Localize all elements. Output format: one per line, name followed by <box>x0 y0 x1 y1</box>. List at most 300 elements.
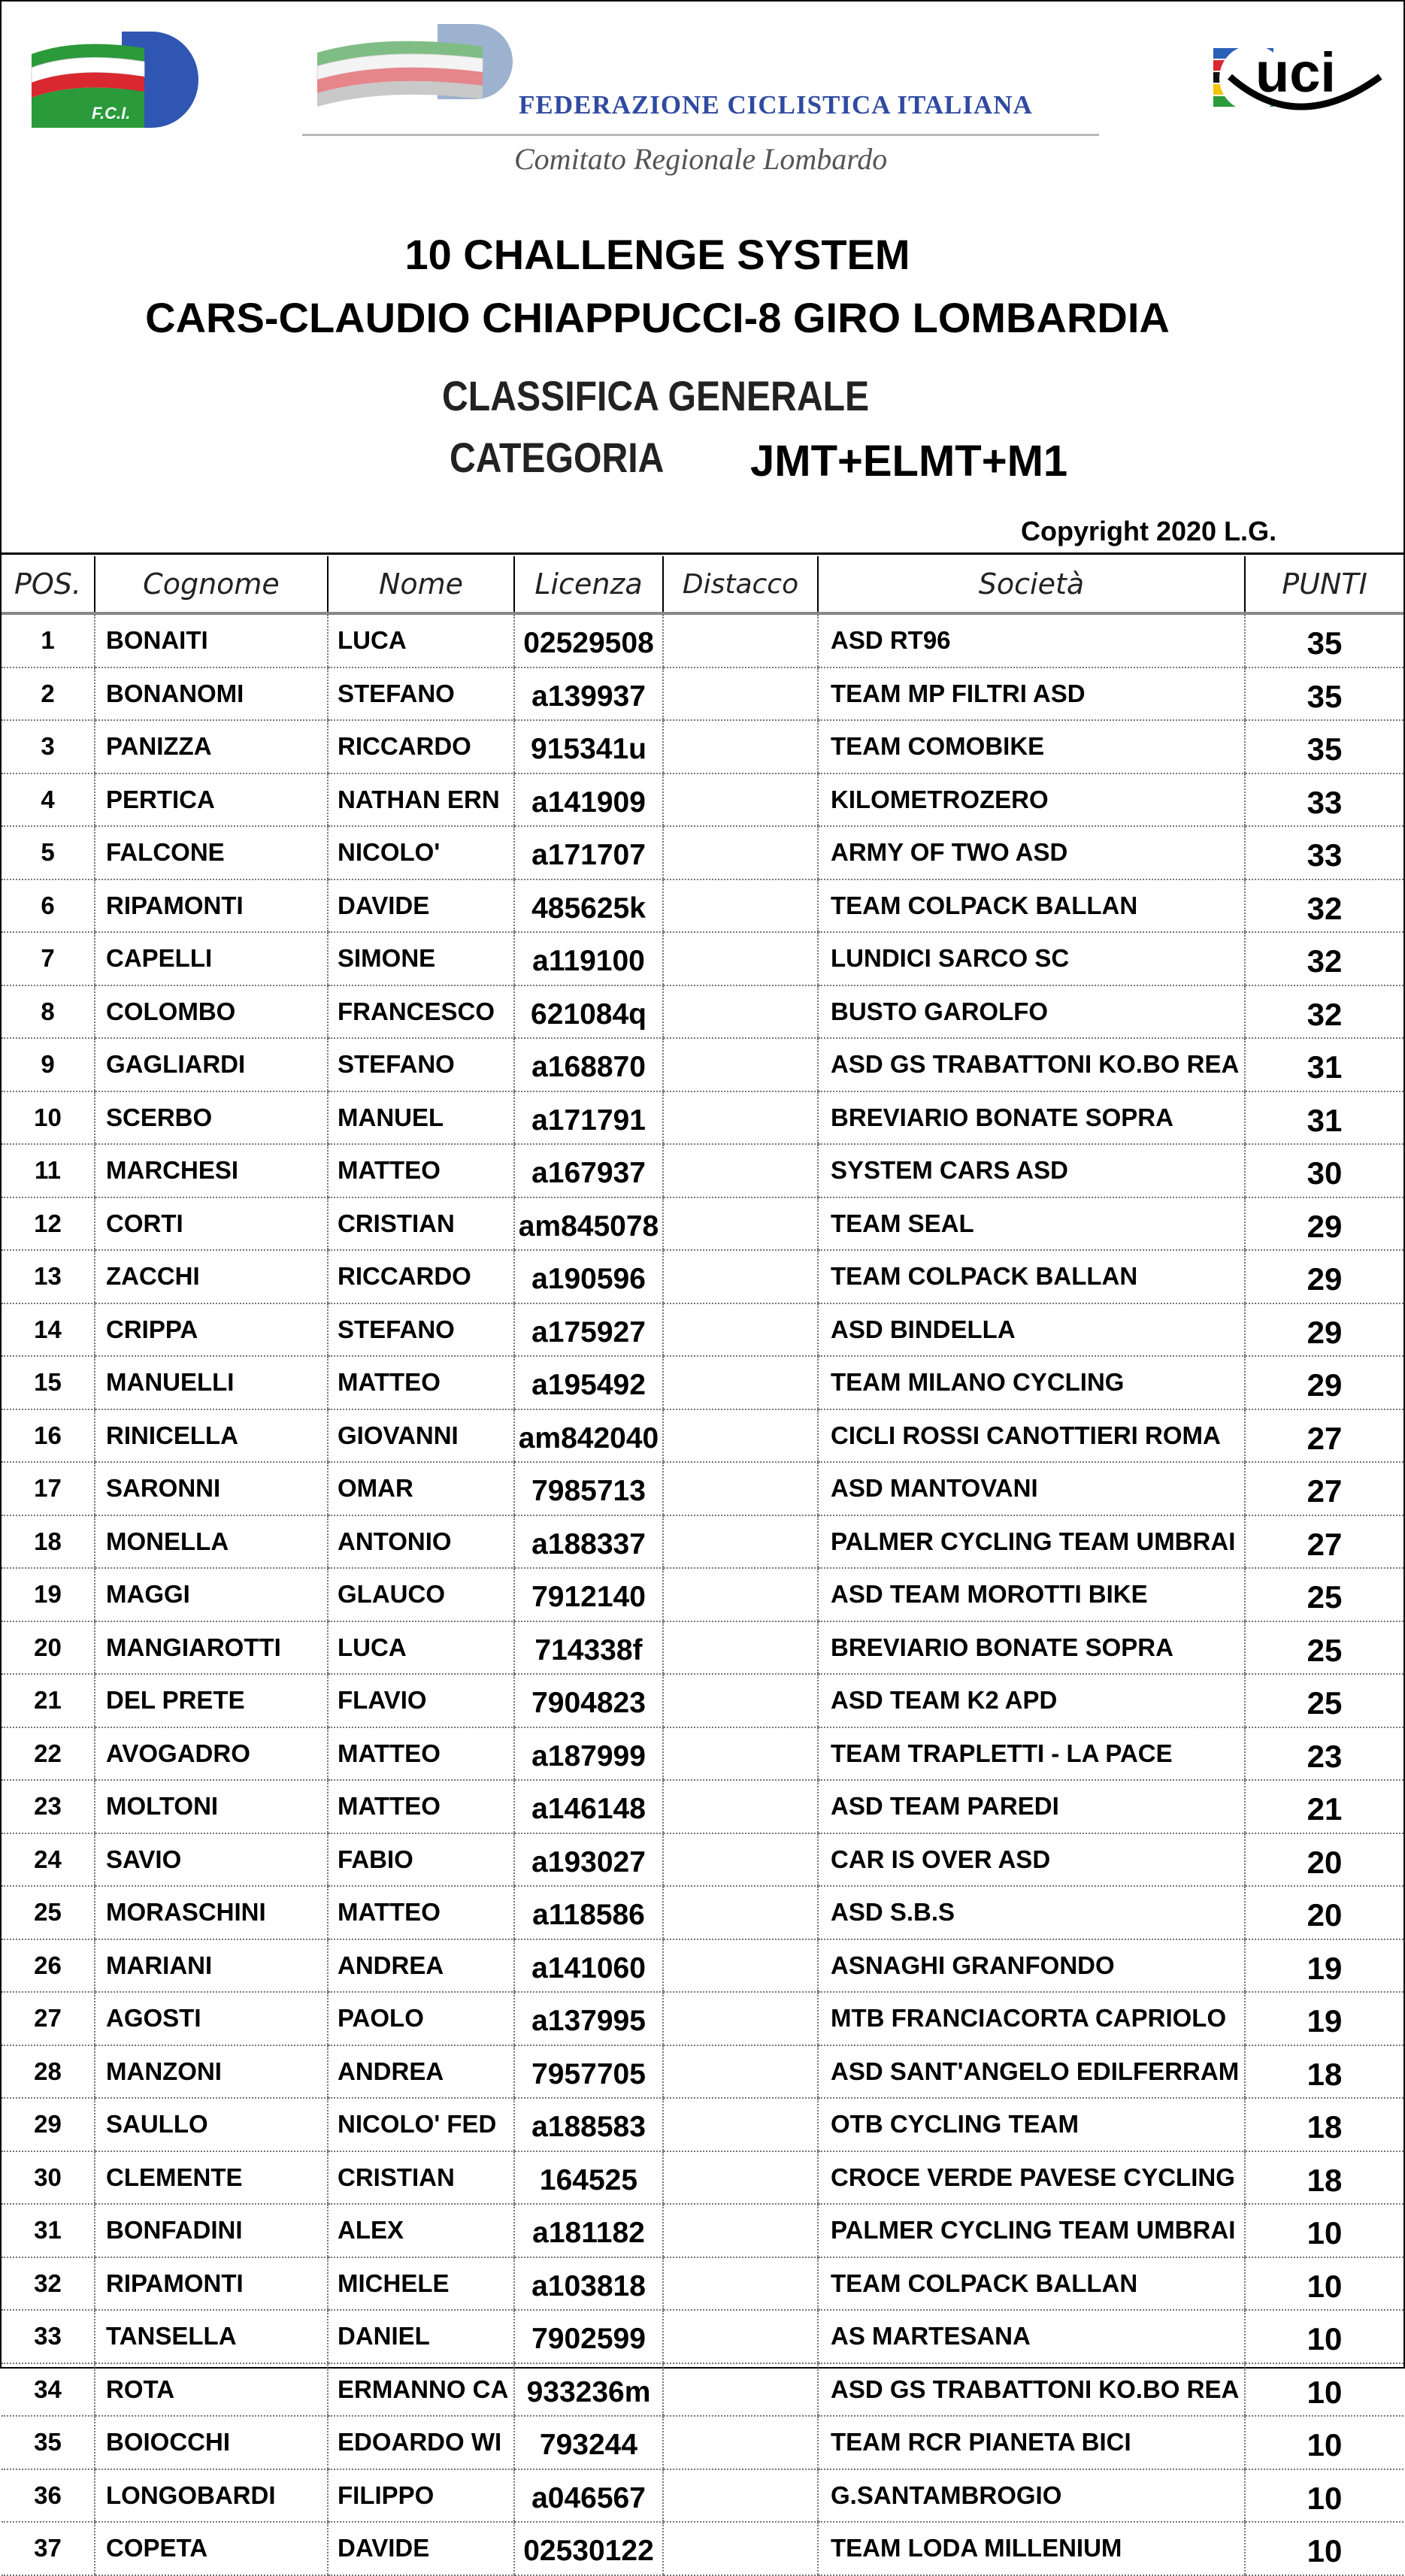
cell-societa: TEAM SEAL <box>818 1197 1245 1251</box>
cell-nome: ERMANNO CA <box>328 2363 514 2417</box>
table-row <box>2 2416 1403 2469</box>
cell-pos: 8 <box>2 985 95 1039</box>
category-label: CATEGORIA <box>450 434 665 481</box>
header-distacco: Distacco <box>663 556 818 613</box>
cell-societa: TEAM COLPACK BALLAN <box>818 2257 1245 2311</box>
table-row <box>2 2204 1403 2257</box>
cell-cognome: FALCONE <box>95 826 328 879</box>
cell-pos: 2 <box>2 667 95 721</box>
table-row <box>2 1462 1403 1515</box>
cell-punti: 32 <box>1245 879 1403 933</box>
cell-pos: 20 <box>2 1621 95 1675</box>
cell-nome: NICOLO' <box>328 826 514 879</box>
table-row <box>2 1833 1403 1887</box>
cell-societa: KILOMETROZERO <box>818 773 1245 827</box>
table-row <box>2 1621 1403 1675</box>
cell-societa: ASD S.B.S <box>818 1886 1245 1939</box>
cell-pos: 4 <box>2 773 95 827</box>
cell-cognome: SARONNI <box>95 1462 328 1515</box>
cell-cognome: GAGLIARDI <box>95 1038 328 1091</box>
cell-pos: 13 <box>2 1250 95 1303</box>
cell-licenza: 02530122 <box>514 2522 663 2575</box>
cell-punti: 21 <box>1245 1780 1403 1833</box>
cell-licenza: 7985713 <box>514 1462 663 1515</box>
uci-logo <box>1207 32 1388 129</box>
cell-licenza: 164525 <box>514 2151 663 2205</box>
table-row <box>2 720 1403 773</box>
cell-licenza: a103818 <box>514 2257 663 2311</box>
cell-punti: 18 <box>1245 2045 1403 2099</box>
cell-nome: ANDREA <box>328 2045 514 2099</box>
table-row <box>2 1674 1403 1727</box>
cell-distacco <box>663 773 818 827</box>
table-row <box>2 613 1403 667</box>
header-societa: Società <box>818 556 1245 613</box>
cell-societa: ASD MANTOVANI <box>818 1462 1245 1515</box>
cell-licenza: a171707 <box>514 826 663 879</box>
table-row <box>2 826 1403 879</box>
cell-pos: 18 <box>2 1515 95 1569</box>
cell-nome: NICOLO' FED <box>328 2098 514 2151</box>
table-row <box>2 2310 1403 2363</box>
cell-societa: BREVIARIO BONATE SOPRA <box>818 1621 1245 1675</box>
cell-pos: 25 <box>2 1886 95 1939</box>
cell-societa: PALMER CYCLING TEAM UMBRAI <box>818 1515 1245 1569</box>
cell-cognome: ROTA <box>95 2363 328 2417</box>
challenge-title: 10 CHALLENGE SYSTEM <box>404 231 910 278</box>
cell-distacco <box>663 1038 818 1091</box>
cell-societa: ASD GS TRABATTONI KO.BO REA <box>818 1038 1245 1091</box>
header-nome: Nome <box>328 556 514 613</box>
results-table <box>2 556 1403 2576</box>
cell-punti: 35 <box>1245 613 1403 667</box>
cell-pos: 33 <box>2 2310 95 2363</box>
cell-punti: 10 <box>1245 2257 1403 2311</box>
cell-licenza: 485625k <box>514 879 663 933</box>
cell-pos: 6 <box>2 879 95 933</box>
cell-pos: 3 <box>2 720 95 773</box>
cell-societa: MTB FRANCIACORTA CAPRIOLO <box>818 1992 1245 2045</box>
cell-cognome: AVOGADRO <box>95 1727 328 1781</box>
cell-licenza: am842040 <box>514 1409 663 1463</box>
cell-cognome: LONGOBARDI <box>95 2469 328 2523</box>
cell-societa: BREVIARIO BONATE SOPRA <box>818 1091 1245 1145</box>
table-row <box>2 1886 1403 1939</box>
cell-cognome: CLEMENTE <box>95 2151 328 2205</box>
cell-societa: PALMER CYCLING TEAM UMBRAI <box>818 2204 1245 2257</box>
cell-cognome: AGOSTI <box>95 1992 328 2045</box>
cell-licenza: a137995 <box>514 1992 663 2045</box>
cell-cognome: MANZONI <box>95 2045 328 2099</box>
cell-societa: AS MARTESANA <box>818 2310 1245 2363</box>
cell-punti: 10 <box>1245 2363 1403 2417</box>
cell-punti: 29 <box>1245 1250 1403 1303</box>
cell-nome: LUCA <box>328 1621 514 1675</box>
cell-societa: ASD RT96 <box>818 613 1245 667</box>
cell-distacco <box>663 932 818 985</box>
cell-cognome: RINICELLA <box>95 1409 328 1463</box>
cell-societa: TEAM LODA MILLENIUM <box>818 2522 1245 2575</box>
cell-distacco <box>663 720 818 773</box>
cell-nome: MATTEO <box>328 1727 514 1781</box>
cell-punti: 20 <box>1245 1886 1403 1939</box>
cell-cognome: BONAITI <box>95 613 328 667</box>
cell-societa: G.SANTAMBROGIO <box>818 2469 1245 2523</box>
cell-pos: 17 <box>2 1462 95 1515</box>
cell-nome: RICCARDO <box>328 1250 514 1303</box>
cell-distacco <box>663 2045 818 2099</box>
cell-cognome: PANIZZA <box>95 720 328 773</box>
cell-punti: 19 <box>1245 1992 1403 2045</box>
table-row <box>2 1515 1403 1569</box>
cell-licenza: a171791 <box>514 1091 663 1145</box>
table-row <box>2 2363 1403 2417</box>
table-row <box>2 2045 1403 2099</box>
cell-pos: 30 <box>2 2151 95 2205</box>
cell-distacco <box>663 1144 818 1197</box>
cell-cognome: MARCHESI <box>95 1144 328 1197</box>
cell-licenza: a188337 <box>514 1515 663 1569</box>
cell-pos: 31 <box>2 2204 95 2257</box>
results-body <box>2 613 1403 2575</box>
cell-licenza: a046567 <box>514 2469 663 2523</box>
cell-punti: 10 <box>1245 2204 1403 2257</box>
table-row <box>2 2257 1403 2311</box>
cell-punti: 32 <box>1245 985 1403 1039</box>
cell-licenza: a141060 <box>514 1939 663 1993</box>
cell-cognome: SAULLO <box>95 2098 328 2151</box>
cell-societa: ASD SANT'ANGELO EDILFERRAM <box>818 2045 1245 2099</box>
cell-licenza: a167937 <box>514 1144 663 1197</box>
uci-logo-text: uci <box>1255 41 1336 104</box>
cell-distacco <box>663 1091 818 1145</box>
cell-pos: 32 <box>2 2257 95 2311</box>
table-row <box>2 1409 1403 1463</box>
table-row <box>2 2151 1403 2205</box>
cell-licenza: 915341u <box>514 720 663 773</box>
cell-distacco <box>663 985 818 1039</box>
cell-societa: ASD BINDELLA <box>818 1303 1245 1357</box>
cell-punti: 33 <box>1245 773 1403 827</box>
cell-nome: FILIPPO <box>328 2469 514 2523</box>
table-row <box>2 773 1403 827</box>
cell-societa: BUSTO GAROLFO <box>818 985 1245 1039</box>
cell-distacco <box>663 1939 818 1993</box>
cell-pos: 24 <box>2 1833 95 1887</box>
cell-cognome: BONANOMI <box>95 667 328 721</box>
cell-pos: 37 <box>2 2522 95 2575</box>
cell-cognome: TANSELLA <box>95 2310 328 2363</box>
cell-distacco <box>663 1727 818 1781</box>
cell-distacco <box>663 1992 818 2045</box>
cell-licenza: a118586 <box>514 1886 663 1939</box>
cell-nome: DAVIDE <box>328 879 514 933</box>
cell-distacco <box>663 1409 818 1463</box>
cell-nome: STEFANO <box>328 1038 514 1091</box>
cell-punti: 29 <box>1245 1197 1403 1251</box>
cell-punti: 25 <box>1245 1621 1403 1675</box>
cell-nome: ALEX <box>328 2204 514 2257</box>
cell-pos: 10 <box>2 1091 95 1145</box>
cell-societa: TEAM MP FILTRI ASD <box>818 667 1245 721</box>
cell-distacco <box>663 2204 818 2257</box>
cell-distacco <box>663 1356 818 1409</box>
cell-pos: 21 <box>2 1674 95 1727</box>
cell-licenza: 7902599 <box>514 2310 663 2363</box>
cell-punti: 25 <box>1245 1674 1403 1727</box>
cell-pos: 5 <box>2 826 95 879</box>
cell-nome: MICHELE <box>328 2257 514 2311</box>
table-row <box>2 1250 1403 1303</box>
banner-divider <box>302 134 1099 136</box>
cell-cognome: CORTI <box>95 1197 328 1251</box>
table-row <box>2 985 1403 1039</box>
cell-societa: CAR IS OVER ASD <box>818 1833 1245 1887</box>
cell-licenza: 02529508 <box>514 613 663 667</box>
cell-cognome: DEL PRETE <box>95 1674 328 1727</box>
cell-societa: TEAM COLPACK BALLAN <box>818 1250 1245 1303</box>
cell-punti: 10 <box>1245 2310 1403 2363</box>
cell-nome: EDOARDO WI <box>328 2416 514 2469</box>
cell-societa: ARMY OF TWO ASD <box>818 826 1245 879</box>
fci-logo-text: F.C.I. <box>92 104 131 123</box>
table-row <box>2 879 1403 933</box>
cell-nome: MANUEL <box>328 1091 514 1145</box>
cell-cognome: CRIPPA <box>95 1303 328 1357</box>
cell-licenza: 933236m <box>514 2363 663 2417</box>
cell-licenza: a181182 <box>514 2204 663 2257</box>
table-row <box>2 1038 1403 1091</box>
cell-distacco <box>663 1197 818 1251</box>
cell-punti: 35 <box>1245 667 1403 721</box>
cell-cognome: MANGIAROTTI <box>95 1621 328 1675</box>
cell-punti: 30 <box>1245 1144 1403 1197</box>
cell-licenza: a195492 <box>514 1356 663 1409</box>
cell-pos: 11 <box>2 1144 95 1197</box>
cell-distacco <box>663 2363 818 2417</box>
cell-distacco <box>663 613 818 667</box>
table-row <box>2 2469 1403 2523</box>
federation-name: FEDERAZIONE CICLISTICA ITALIANA <box>519 90 1033 120</box>
cell-cognome: COPETA <box>95 2522 328 2575</box>
cell-pos: 36 <box>2 2469 95 2523</box>
header-punti: PUNTI <box>1245 556 1403 613</box>
cell-cognome: MORASCHINI <box>95 1886 328 1939</box>
committee-name: Comitato Regionale Lombardo <box>514 142 888 176</box>
cell-societa: ASNAGHI GRANFONDO <box>818 1939 1245 1993</box>
cell-nome: NATHAN ERN <box>328 773 514 827</box>
cell-distacco <box>663 2416 818 2469</box>
cell-pos: 27 <box>2 1992 95 2045</box>
table-top-rule <box>2 552 1403 555</box>
cell-cognome: RIPAMONTI <box>95 2257 328 2311</box>
cell-cognome: BOIOCCHI <box>95 2416 328 2469</box>
table-row <box>2 1197 1403 1251</box>
cell-cognome: MAGGI <box>95 1568 328 1621</box>
cell-nome: OMAR <box>328 1462 514 1515</box>
cell-nome: PAOLO <box>328 1992 514 2045</box>
cell-punti: 10 <box>1245 2416 1403 2469</box>
cell-nome: STEFANO <box>328 667 514 721</box>
cell-distacco <box>663 1833 818 1887</box>
table-row <box>2 1144 1403 1197</box>
header-licenza: Licenza <box>514 556 663 613</box>
table-row <box>2 1780 1403 1833</box>
fci-logo <box>32 32 198 128</box>
cell-punti: 20 <box>1245 1833 1403 1887</box>
cell-punti: 23 <box>1245 1727 1403 1781</box>
cell-licenza: a119100 <box>514 932 663 985</box>
cell-nome: SIMONE <box>328 932 514 985</box>
cell-societa: ASD GS TRABATTONI KO.BO REA <box>818 2363 1245 2417</box>
cell-pos: 9 <box>2 1038 95 1091</box>
cell-cognome: BONFADINI <box>95 2204 328 2257</box>
cell-nome: MATTEO <box>328 1780 514 1833</box>
cell-nome: MATTEO <box>328 1144 514 1197</box>
cell-licenza: a168870 <box>514 1038 663 1091</box>
cell-licenza: a187999 <box>514 1727 663 1781</box>
cell-pos: 23 <box>2 1780 95 1833</box>
cell-cognome: COLOMBO <box>95 985 328 1039</box>
table-row <box>2 1303 1403 1357</box>
cell-cognome: CAPELLI <box>95 932 328 985</box>
cell-distacco <box>663 1250 818 1303</box>
cell-pos: 16 <box>2 1409 95 1463</box>
cell-nome: MATTEO <box>328 1356 514 1409</box>
cell-punti: 18 <box>1245 2098 1403 2151</box>
cell-licenza: 7957705 <box>514 2045 663 2099</box>
cell-licenza: a188583 <box>514 2098 663 2151</box>
cell-pos: 1 <box>2 613 95 667</box>
table-row <box>2 1091 1403 1145</box>
cell-nome: CRISTIAN <box>328 2151 514 2205</box>
cell-pos: 29 <box>2 2098 95 2151</box>
table-row <box>2 1992 1403 2045</box>
cell-pos: 26 <box>2 1939 95 1993</box>
cell-distacco <box>663 667 818 721</box>
cell-punti: 10 <box>1245 2522 1403 2575</box>
cell-distacco <box>663 1674 818 1727</box>
cell-licenza: a141909 <box>514 773 663 827</box>
cell-distacco <box>663 1780 818 1833</box>
cell-punti: 18 <box>1245 2151 1403 2205</box>
cell-pos: 34 <box>2 2363 95 2417</box>
table-row <box>2 2522 1403 2575</box>
cell-cognome: RIPAMONTI <box>95 879 328 933</box>
cell-punti: 31 <box>1245 1091 1403 1145</box>
cell-pos: 22 <box>2 1727 95 1781</box>
cell-pos: 7 <box>2 932 95 985</box>
cell-cognome: SCERBO <box>95 1091 328 1145</box>
cell-distacco <box>663 2151 818 2205</box>
cell-distacco <box>663 879 818 933</box>
table-row <box>2 1939 1403 1993</box>
cell-societa: TEAM TRAPLETTI - LA PACE <box>818 1727 1245 1781</box>
cell-societa: SYSTEM CARS ASD <box>818 1144 1245 1197</box>
cell-licenza: a139937 <box>514 667 663 721</box>
cell-cognome: MOLTONI <box>95 1780 328 1833</box>
cell-societa: ASD TEAM PAREDI <box>818 1780 1245 1833</box>
cell-societa: TEAM COMOBIKE <box>818 720 1245 773</box>
cell-cognome: MONELLA <box>95 1515 328 1569</box>
cell-nome: DANIEL <box>328 2310 514 2363</box>
cell-pos: 14 <box>2 1303 95 1357</box>
cell-nome: FLAVIO <box>328 1674 514 1727</box>
cell-licenza: 793244 <box>514 2416 663 2469</box>
cell-societa: LUNDICI SARCO SC <box>818 932 1245 985</box>
table-row <box>2 1568 1403 1621</box>
cell-societa: ASD TEAM MOROTTI BIKE <box>818 1568 1245 1621</box>
cell-cognome: MANUELLI <box>95 1356 328 1409</box>
cell-distacco <box>663 2469 818 2523</box>
cell-distacco <box>663 2257 818 2311</box>
cell-licenza: a175927 <box>514 1303 663 1357</box>
cell-societa: TEAM MILANO CYCLING <box>818 1356 1245 1409</box>
cell-pos: 19 <box>2 1568 95 1621</box>
event-title: CARS-CLAUDIO CHIAPPUCCI-8 GIRO LOMBARDIA <box>145 294 1170 341</box>
table-row <box>2 932 1403 985</box>
cell-licenza: 7904823 <box>514 1674 663 1727</box>
cell-cognome: PERTICA <box>95 773 328 827</box>
cell-distacco <box>663 826 818 879</box>
cell-distacco <box>663 2310 818 2363</box>
cell-licenza: 621084q <box>514 985 663 1039</box>
table-row <box>2 1727 1403 1781</box>
classification-title: CLASSIFICA GENERALE <box>442 372 870 419</box>
cell-societa: TEAM RCR PIANETA BICI <box>818 2416 1245 2469</box>
cell-punti: 32 <box>1245 932 1403 985</box>
cell-punti: 27 <box>1245 1409 1403 1463</box>
cell-nome: RICCARDO <box>328 720 514 773</box>
cell-licenza: a193027 <box>514 1833 663 1887</box>
cell-nome: CRISTIAN <box>328 1197 514 1251</box>
cell-distacco <box>663 1621 818 1675</box>
banner-flag-graphic <box>302 24 520 122</box>
cell-punti: 10 <box>1245 2469 1403 2523</box>
cell-punti: 33 <box>1245 826 1403 879</box>
cell-pos: 15 <box>2 1356 95 1409</box>
cell-distacco <box>663 1568 818 1621</box>
cell-punti: 27 <box>1245 1462 1403 1515</box>
cell-societa: TEAM COLPACK BALLAN <box>818 879 1245 933</box>
cell-punti: 29 <box>1245 1303 1403 1357</box>
cell-pos: 28 <box>2 2045 95 2099</box>
cell-societa: ASD TEAM K2 APD <box>818 1674 1245 1727</box>
cell-societa: CROCE VERDE PAVESE CYCLING <box>818 2151 1245 2205</box>
cell-distacco <box>663 2098 818 2151</box>
cell-punti: 31 <box>1245 1038 1403 1091</box>
cell-licenza: 714338f <box>514 1621 663 1675</box>
cell-licenza: 7912140 <box>514 1568 663 1621</box>
cell-nome: DAVIDE <box>328 2522 514 2575</box>
cell-licenza: am845078 <box>514 1197 663 1251</box>
header-cognome: Cognome <box>95 556 328 613</box>
cell-nome: GLAUCO <box>328 1568 514 1621</box>
category-value: JMT+ELMT+M1 <box>750 437 1068 486</box>
cell-nome: ANTONIO <box>328 1515 514 1569</box>
cell-distacco <box>663 1462 818 1515</box>
table-row <box>2 2098 1403 2151</box>
cell-nome: FRANCESCO <box>328 985 514 1039</box>
cell-distacco <box>663 2522 818 2575</box>
copyright-notice: Copyright 2020 L.G. <box>1021 516 1277 546</box>
cell-punti: 27 <box>1245 1515 1403 1569</box>
table-row <box>2 667 1403 721</box>
cell-licenza: a146148 <box>514 1780 663 1833</box>
cell-distacco <box>663 1886 818 1939</box>
cell-punti: 25 <box>1245 1568 1403 1621</box>
cell-nome: STEFANO <box>328 1303 514 1357</box>
